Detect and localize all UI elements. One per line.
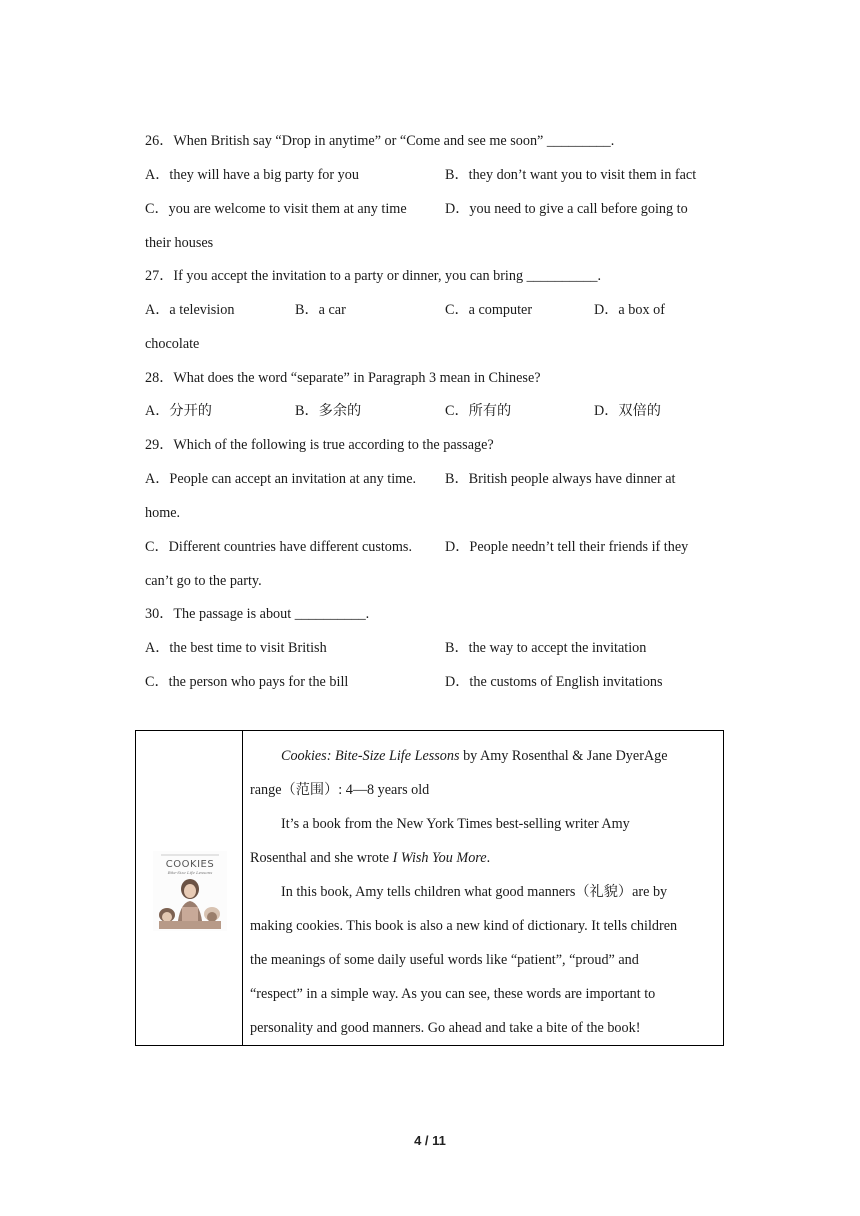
book-para3-line2: making cookies. This book is also a new kind of dictionary. It tells children <box>250 918 678 934</box>
q26-stem: 26．When British say “Drop in anytime” or “Come and see me soon” _________. <box>145 133 615 149</box>
q30-stem: 30．The passage is about __________. <box>145 606 370 622</box>
book-para2-line1: It’s a book from the New York Times best-selling writer Amy <box>281 816 630 832</box>
q28-option-d: D．双倍的 <box>594 403 661 419</box>
book-title: Cookies: Bite-Size Life Lessons <box>281 748 460 764</box>
book-para3-line1: In this book, Amy tells children what good manners（礼貌）are by <box>281 884 668 900</box>
cover-subtitle-text: Bite-Size Life Lessons <box>167 870 213 875</box>
q26-option-a: A．they will have a big party for you <box>145 167 359 183</box>
q27-option-b: B．a car <box>295 302 346 318</box>
q26-option-d-continued: their houses <box>145 235 214 251</box>
q30-option-c: C．the person who pays for the bill <box>145 674 349 690</box>
book-authors: by Amy Rosenthal & Jane DyerAge <box>459 748 668 764</box>
q26-option-b: B．they don’t want you to visit them in fact <box>445 167 697 183</box>
q28-option-b: B．多余的 <box>295 403 362 419</box>
q29-option-b-continued: home. <box>145 505 181 521</box>
q29-option-c: C．Different countries have different customs. <box>145 539 412 555</box>
q28-option-c: C．所有的 <box>445 403 512 419</box>
q27-option-a: A．a television <box>145 302 235 318</box>
book-cover-image <box>153 851 227 931</box>
q27-option-c: C．a computer <box>445 302 533 318</box>
book-para3-line4: “respect” in a simple way. As you can see, these words are important to <box>250 986 656 1002</box>
book-cover-cell <box>136 731 243 1045</box>
cover-title-text: COOKIES <box>165 859 215 870</box>
q26-option-c: C．you are welcome to visit them at any time <box>145 201 407 217</box>
q28-stem: 28．What does the word “separate” in Paragraph 3 mean in Chinese? <box>145 370 541 386</box>
cookies-cover-illustration <box>153 851 227 931</box>
q29-stem: 29．Which of the following is true according to the passage? <box>145 437 494 453</box>
q29-option-a: A．People can accept an invitation at any time. <box>145 471 417 487</box>
book-para3-line3: the meanings of some daily useful words like “patient”, “proud” and <box>250 952 639 968</box>
q28-option-a: A．分开的 <box>145 403 212 419</box>
book-title-line <box>281 746 668 766</box>
q30-option-b: B．the way to accept the invitation <box>445 640 647 656</box>
q29-option-b: B．British people always have dinner at <box>445 471 676 487</box>
book-info-table <box>135 730 724 1046</box>
q26-option-d: D．you need to give a call before going to <box>445 201 688 217</box>
q30-option-a: A．the best time to visit British <box>145 640 327 656</box>
book-para2-text: Rosenthal and she wrote <box>250 850 393 866</box>
book-age-range: range（范围）: 4—8 years old <box>250 782 430 798</box>
q27-stem: 27．If you accept the invitation to a party or dinner, you can bring __________. <box>145 268 602 284</box>
book-para2-end: . <box>486 850 491 866</box>
q30-option-d: D．the customs of English invitations <box>445 674 663 690</box>
page-number: 4 / 11 <box>414 1133 446 1148</box>
q27-option-d: D．a box of <box>594 302 665 318</box>
q29-option-d: D．People needn’t tell their friends if they <box>445 539 689 555</box>
book-para3-line5: personality and good manners. Go ahead and take a bite of the book! <box>250 1020 641 1036</box>
q27-option-d-continued: chocolate <box>145 336 200 352</box>
q29-option-d-continued: can’t go to the party. <box>145 573 262 589</box>
book-other-title: I Wish You More <box>392 850 487 866</box>
book-para2-line2 <box>250 848 490 868</box>
